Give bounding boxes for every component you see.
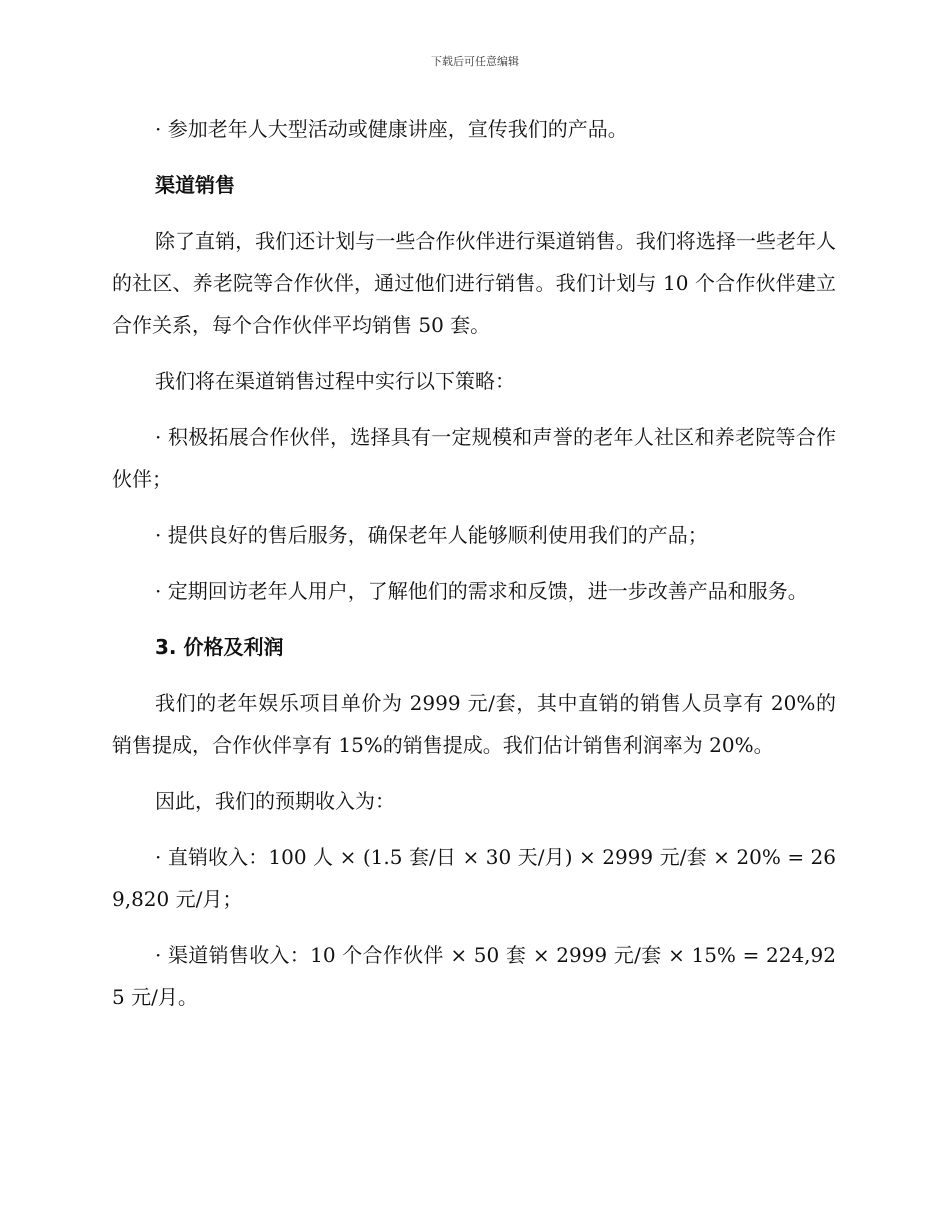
- bullet-expand-partners: · 积极拓展合作伙伴，选择具有一定规模和声誉的老年人社区和养老院等合作伙伴；: [112, 425, 836, 491]
- para-strategy-intro: 我们将在渠道销售过程中实行以下策略：: [155, 369, 515, 393]
- heading-channel-sales: 渠道销售: [155, 173, 235, 197]
- bullet-after-sales: · 提供良好的售后服务，确保老年人能够顺利使用我们的产品；: [155, 523, 708, 547]
- page-header: 下载后可任意编辑: [431, 55, 519, 68]
- para-channel-intro: 除了直销，我们还计划与一些合作伙伴进行渠道销售。我们将选择一些老年人的社区、养老院等合作伙伴，通过他们进行销售。我们计划与 10 个合作伙伴建立合作关系，每个合作伙伴平均销售 50 套。: [112, 229, 836, 337]
- bullet-channel-sales-income: · 渠道销售收入：10 个合作伙伴 × 50 套 × 2999 元/套 × 15% = 224,925 元/月。: [112, 943, 836, 1009]
- bullet-promote-at-events: · 参加老年人大型活动或健康讲座，宣传我们的产品。: [155, 117, 628, 141]
- para-price-commission: 我们的老年娱乐项目单价为 2999 元/套，其中直销的销售人员享有 20%的销售提成，合作伙伴享有 15%的销售提成。我们估计销售利润率为 20%。: [112, 691, 836, 757]
- bullet-regular-visits: · 定期回访老年人用户，了解他们的需求和反馈，进一步改善产品和服务。: [155, 579, 808, 603]
- bullet-direct-sales-income: · 直销收入：100 人 × (1.5 套/日 × 30 天/月) × 2999 元/套 × 20% = 269,820 元/月；: [112, 845, 836, 911]
- para-expected-income-intro: 因此，我们的预期收入为：: [155, 789, 395, 813]
- document-body: [112, 108, 836, 1032]
- heading-price-profit: 3. 价格及利润: [155, 635, 284, 659]
